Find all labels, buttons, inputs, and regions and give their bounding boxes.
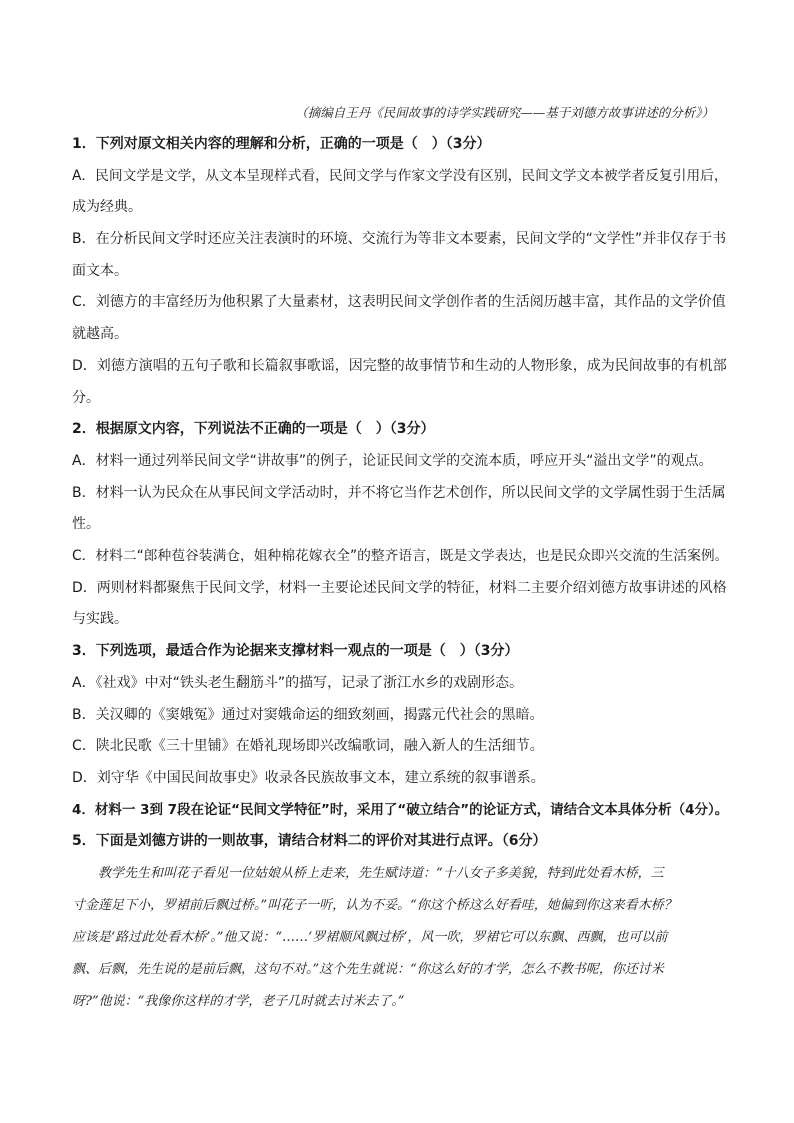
story-line-1: 教学先生和叫花子看见一位姑娘从桥上走来，先生赋诗道：“十八女子多美貌，特到此处看木桥，三 — [98, 866, 664, 881]
question-2-option-d-cont: 与实践。 — [72, 611, 128, 627]
question-3-option-a: A．《社戏》中对“铁头老生翻筋斗”的描写，记录了浙江水乡的戏剧形态。 — [72, 675, 524, 691]
question-1-option-d-cont: 分。 — [72, 390, 100, 406]
story-line-5: 呀?”他说：“我像你这样的才学，老子几时就去讨米去了。” — [72, 994, 405, 1009]
question-1-option-b: B．在分析民间文学时还应关注表演时的环境、交流行为等非文本要素，民间文学的“文学性”并非仅存于书 — [72, 231, 727, 247]
question-1-option-b-cont: 面文本。 — [72, 263, 128, 279]
question-1-stem: 1．下列对原文相关内容的理解和分析，正确的一项是（ ）（3分） — [72, 136, 491, 152]
question-3-option-b: B．关汉卿的《窦娥冤》通过对窦娥命运的细致刻画，揭露元代社会的黑暗。 — [72, 707, 544, 723]
question-2-option-a: A．材料一通过列举民间文学“讲故事”的例子，论证民间文学的交流本质，呼应开头“溢出文学”的观点。 — [72, 453, 713, 469]
question-5: 5．下面是刘德方讲的一则故事，请结合材料二的评价对其进行点评。（6分） — [72, 833, 547, 849]
question-3-option-d: D．刘守华《中国民间故事史》收录各民族故事文本，建立系统的叙事谱系。 — [72, 770, 545, 786]
question-2-stem: 2．根据原文内容，下列说法不正确的一项是（ ）（3分） — [72, 421, 435, 437]
story-line-3: 应该是‘路过此处看木桥’。”他又说：“……‘罗裙顺风飘过桥’，风一吹，罗裙它可以东飘、西飘，也可以前 — [72, 930, 668, 945]
source-citation: （摘编自王丹《民间故事的诗学实践研究——基于刘德方故事讲述的分析》） — [295, 105, 714, 120]
story-line-4: 飘、后飘，先生说的是前后飘，这句不对。”这个先生就说：“你这么好的才学，怎么不教书呢，你还讨米 — [72, 962, 664, 977]
question-1-option-d: D．刘德方演唱的五句子歌和长篇叙事歌谣，因完整的故事情节和生动的人物形象，成为民间故事的有机部 — [72, 358, 727, 374]
question-2-option-d: D．两则材料都聚焦于民间文学，材料一主要论述民间文学的特征，材料二主要介绍刘德方故事讲述的风格 — [72, 580, 727, 596]
question-2-option-b: B．材料一认为民众在从事民间文学活动时，并不将它当作艺术创作，所以民间文学的文学属性弱于生活属 — [72, 485, 726, 501]
story-line-2: 寸金莲足下小，罗裙前后飘过桥。”叫花子一听，认为不妥。“你这个桥这么好看哇，她偏到你这来看木桥？ — [72, 898, 677, 913]
question-1-option-a-cont: 成为经典。 — [72, 199, 142, 215]
question-3-stem: 3．下列选项，最适合作为论据来支撑材料一观点的一项是（ ）（3分） — [72, 643, 519, 659]
question-1-option-c-cont: 就越高。 — [72, 326, 128, 342]
question-2-option-b-cont: 性。 — [72, 516, 100, 532]
question-3-option-c: C．陕北民歌《三十里铺》在婚礼现场即兴改编歌词，融入新人的生活细节。 — [72, 738, 544, 754]
question-1-option-a: A．民间文学是文学，从文本呈现样式看，民间文学与作家文学没有区别，民间文学文本被学者反复引用后， — [72, 168, 728, 184]
question-1-option-c: C．刘德方的丰富经历为他积累了大量素材，这表明民间文学创作者的生活阅历越丰富，其作品的文学价值 — [72, 294, 726, 310]
question-2-option-c: C．材料二“郎种苞谷装满仓，姐种棉花嫁衣全”的整齐语言，既是文学表达，也是民众即兴交流的生活案例。 — [72, 548, 729, 564]
question-4: 4．材料一 3到 7段在论证“民间文学特征”时，采用了“破立结合”的论证方式，请结合文本具体分析（4分）。 — [72, 802, 729, 818]
